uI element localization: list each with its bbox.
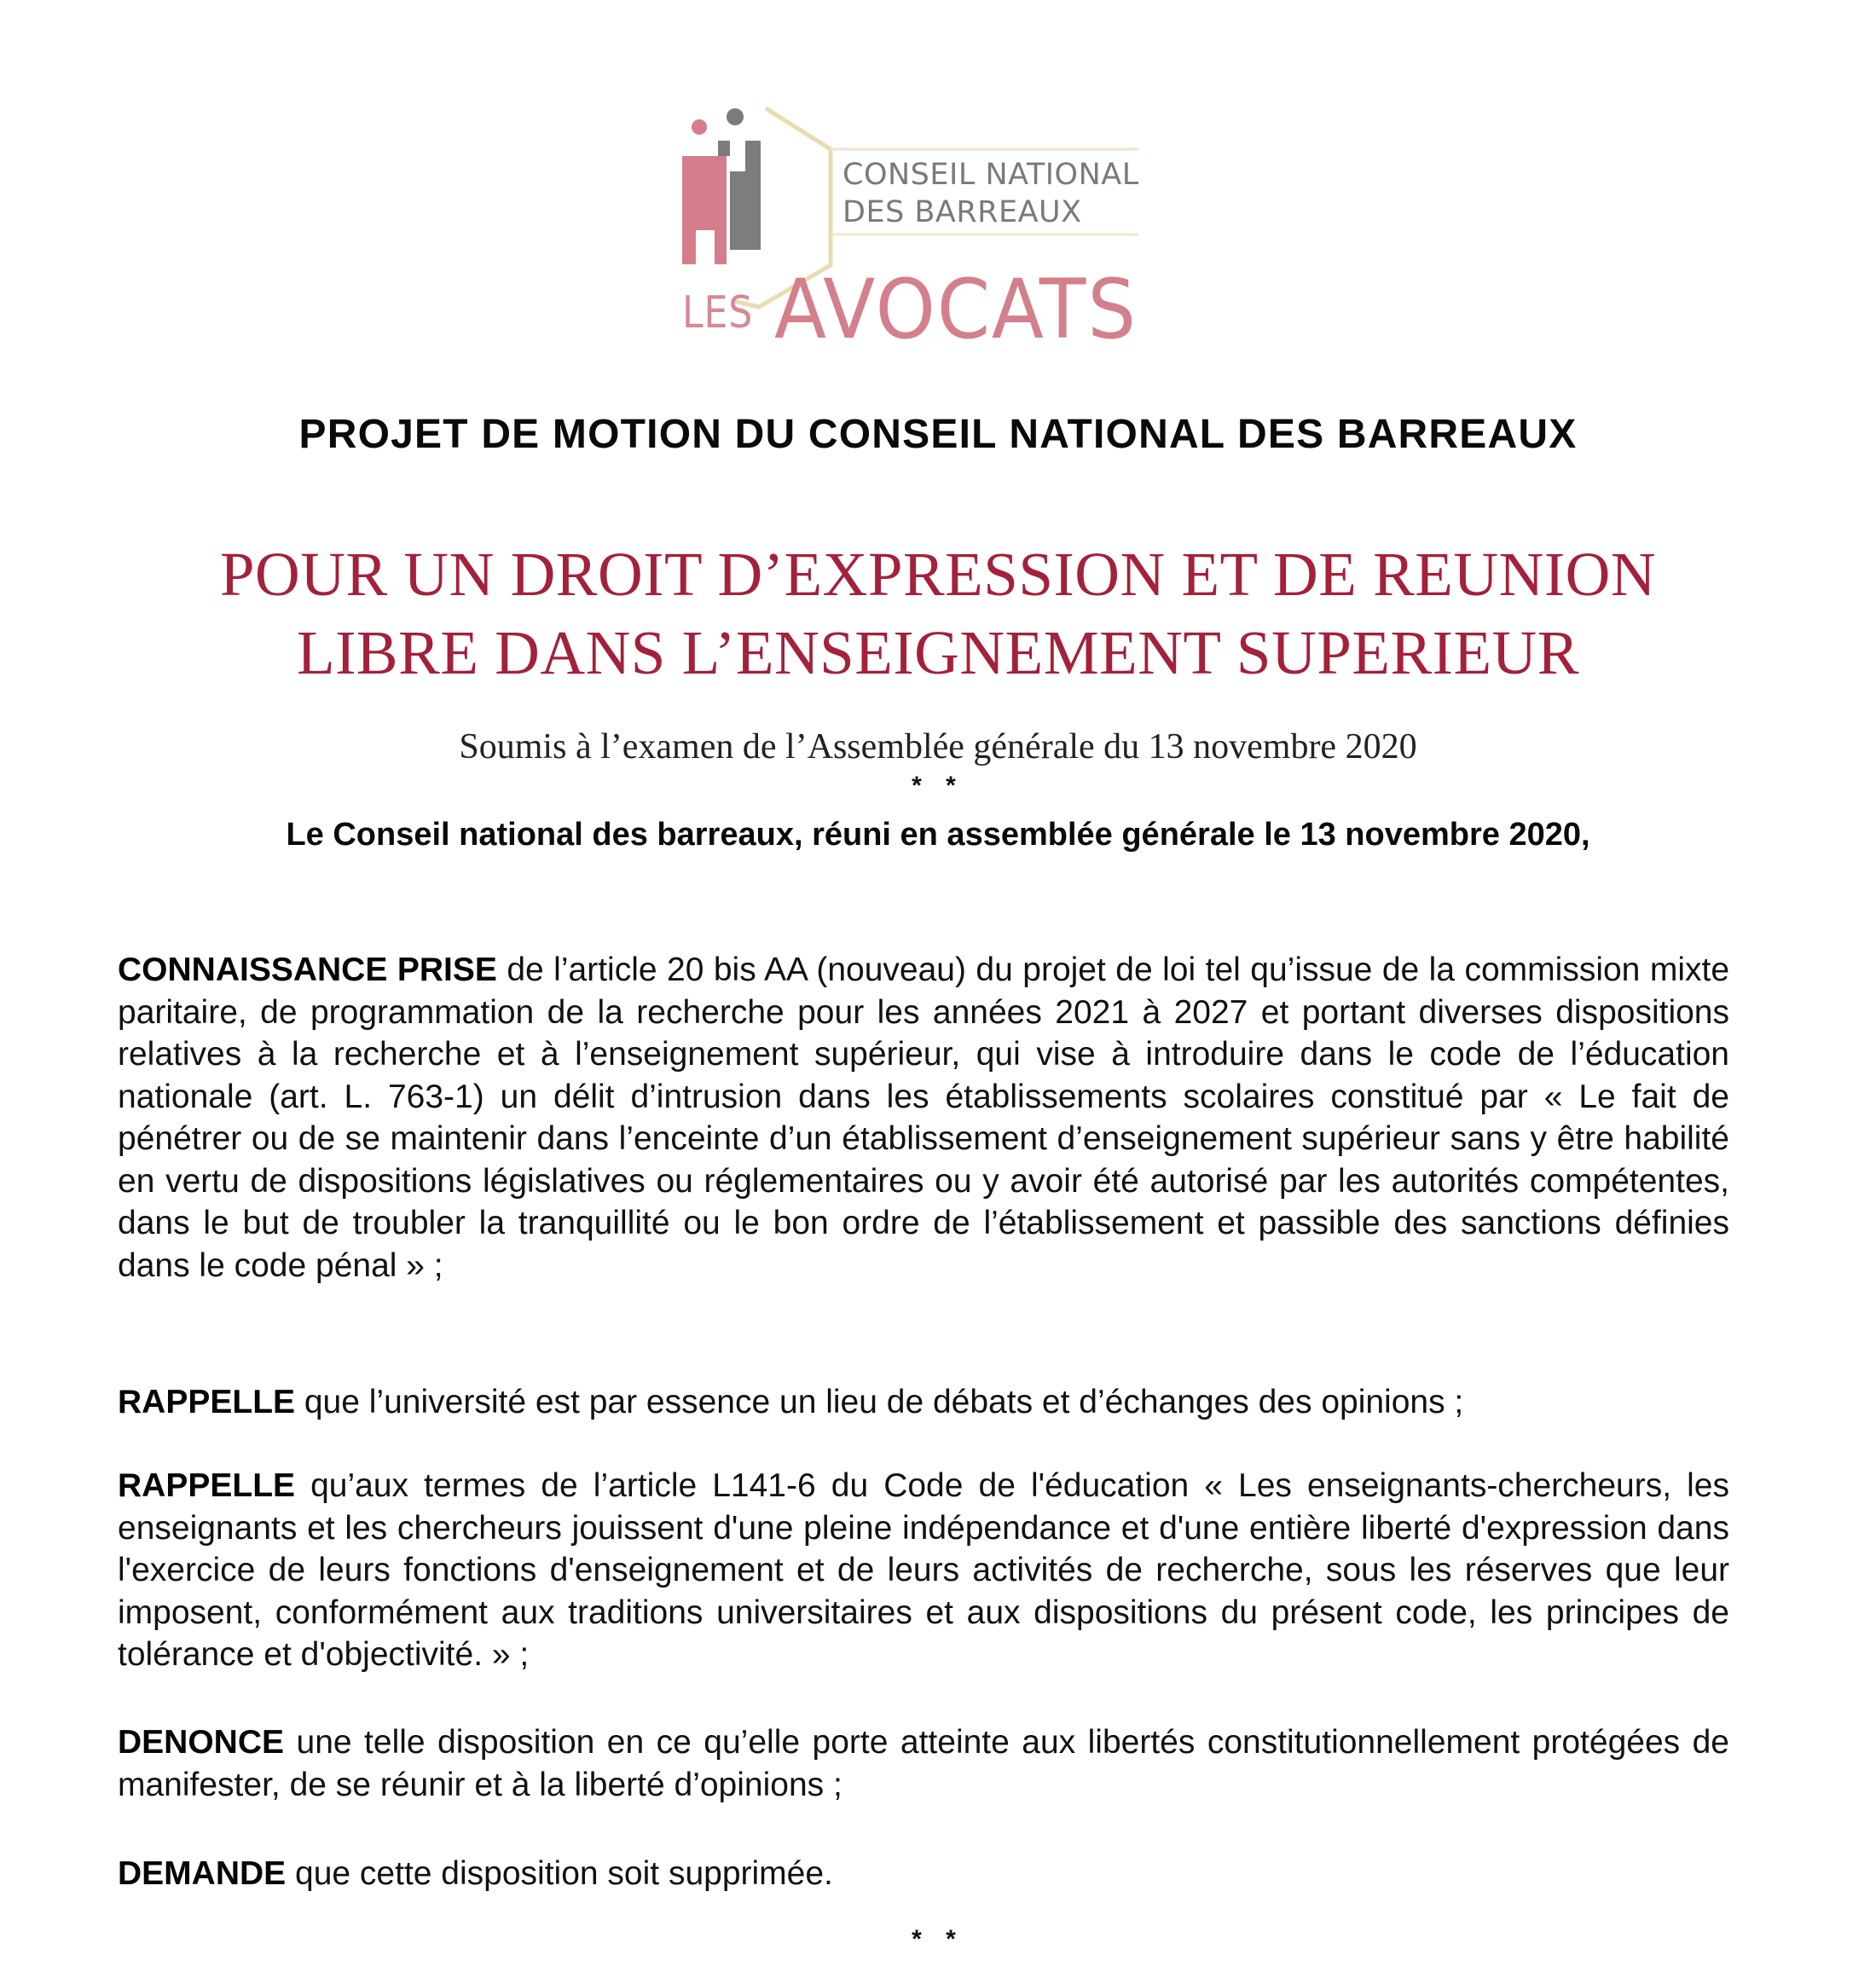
paragraph-keyword: RAPPELLE [118,1384,296,1420]
paragraph-text: une telle disposition en ce qu’elle porte atteinte aux libertés constitutionnellement protégées de manifester, de se réunir et à la liberté d’opinions ; [118,1724,1729,1803]
conseil-preamble: Le Conseil national des barreaux, réuni en assemblée générale le 13 novembre 2020, [286,817,1590,853]
main-title-line2: LIBRE DANS L’ENSEIGNEMENT SUPERIEUR [297,618,1579,687]
paragraph-connaissance-prise [118,949,1729,1287]
logo-les-text: LES [682,287,754,338]
logo-figure-grey [730,141,761,250]
paragraph-keyword: CONNAISSANCE PRISE [118,952,497,988]
paragraph-keyword: DENONCE [118,1724,285,1761]
cnb-logo [674,98,1151,357]
logo-org-name [842,156,1139,231]
paragraph-denonce [118,1721,1729,1806]
paragraph-keyword: DEMANDE [118,1855,287,1892]
logo-dot-rose [692,119,707,135]
separator-top: * * [912,772,964,800]
paragraph-keyword: RAPPELLE [118,1467,296,1504]
paragraph-rappelle-2 [118,1465,1729,1676]
paragraph-text: que cette disposition soit supprimée. [286,1855,833,1892]
main-title [0,535,1876,692]
paragraph-text: de l’article 20 bis AA (nouveau) du projet de loi tel qu’issue de la commission mixte paritaire, de programmation de la recherche pour les années 2021 à 2027 et portant diverses dispositions relatives à la recherche et à l’enseignement supérieur, qui vise à introduire dans le code de l’éducation nationale (art. L. 763-1) un délit d’intrusion dans les établissements scolaires constitué par « Le fait de pénétrer ou de se maintenir dans l’enceinte d’un établissement d’enseignement supérieur sans y être habilité en vertu de dispositions législatives ou réglementaires ou y avoir été autorisé par les autorités compétentes, dans le but de troubler la tranquillité ou le bon ordre de l’établissement et passible des sanctions définies dans le code pénal » ; [118,952,1730,1284]
paragraph-text: qu’aux termes de l’article L141-6 du Code de l'éducation « Les enseignants-chercheurs, les enseignants et les chercheurs jouissent d'une pleine indépendance et d'une entière liberté d'expression dans l'exercice de leurs fonctions d'enseignement et de leurs activités de recherche, sous les réserves que leur imposent, conformément aux traditions universitaires et aux dispositions du présent code, les principes de tolérance et d'objectivité. » ; [118,1467,1729,1673]
logo-org-line2: DES BARREAUX [842,195,1082,229]
paragraph-demande [118,1853,1729,1895]
paragraph-text: que l’université est par essence un lieu de débats et d’échanges des opinions ; [295,1384,1464,1420]
projet-title: PROJET DE MOTION DU CONSEIL NATIONAL DES BARREAUX [298,412,1578,457]
logo-org-line1: CONSEIL NATIONAL [842,158,1139,192]
paragraph-rappelle-1 [118,1381,1729,1424]
logo-figure-rose [682,156,727,264]
logo-dot-grey [727,108,744,125]
logo-avocats-text: AVOCATS [774,262,1138,357]
submission-note: Soumis à l’examen de l’Assemblée générale du 13 novembre 2020 [459,727,1417,766]
main-title-line1: POUR UN DROIT D’EXPRESSION ET DE REUNION [219,540,1657,609]
separator-bottom: * * [912,1925,964,1953]
logo-figure-grey-head [718,141,730,156]
